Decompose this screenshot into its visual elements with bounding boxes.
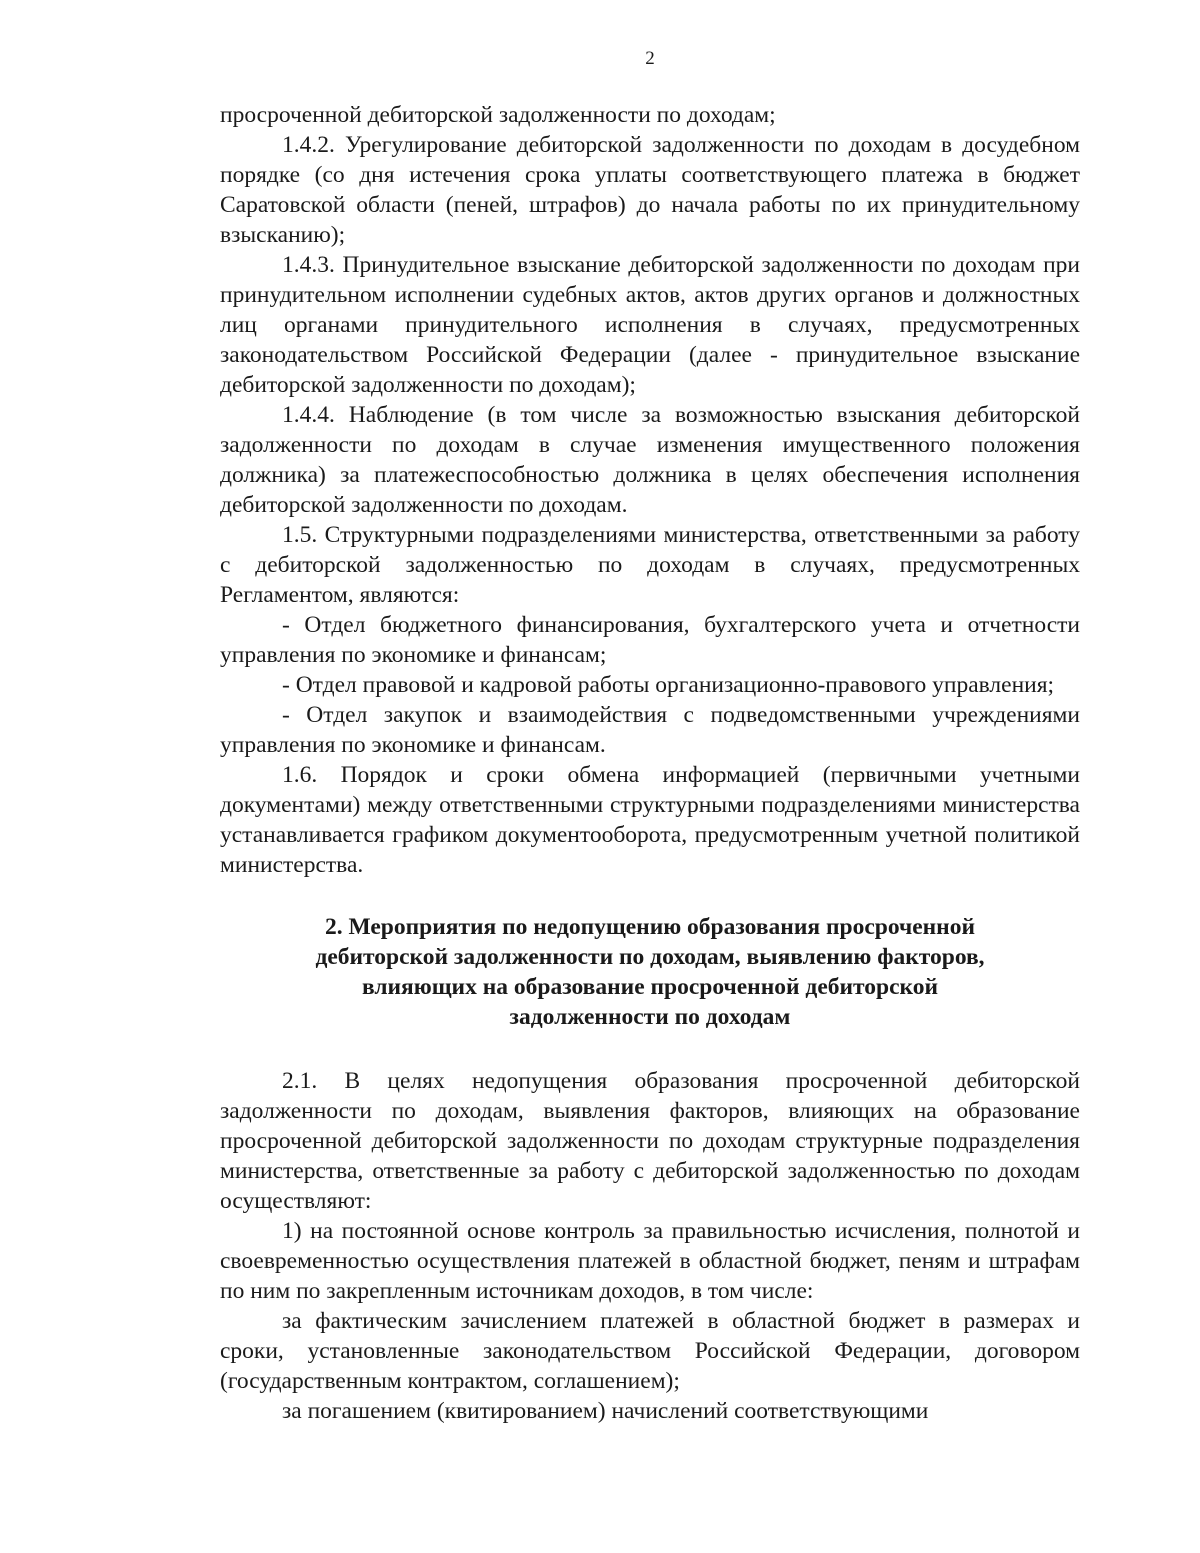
section-heading-line: дебиторской задолженности по доходам, выявлению факторов, (315, 944, 985, 970)
paragraph-item-1: 1) на постоянной основе контроль за правильностью исчисления, полнотой и своевременностью осуществления платежей в областной бюджет, пеням и штрафам по ним по закрепленным источникам доходов, в том числе: (220, 1218, 1080, 1304)
section-heading (220, 912, 1080, 1032)
list-item-department: - Отдел правовой и кадровой работы организационно-правового управления; (282, 672, 1055, 698)
section-heading-line: 2. Мероприятия по недопущению образования просроченной (324, 914, 976, 940)
document-body (220, 100, 1080, 1426)
paragraph-1-6: 1.6. Порядок и сроки обмена информацией (первичными учетными документами) между ответственными структурными подразделениями министерства устанавливается графиком документооборота, предусмотренным учетной политикой министерства. (220, 762, 1080, 878)
paragraph-1-4-4: 1.4.4. Наблюдение (в том числе за возможностью взыскания дебиторской задолженности по доходам в случае изменения имущественного положения должника) за платежеспособностью должника в целях обеспечения исполнения дебиторской задолженности по доходам. (220, 402, 1080, 518)
paragraph: за погашением (квитированием) начислений соответствующими (282, 1398, 929, 1424)
list-item-department: - Отдел бюджетного финансирования, бухгалтерского учета и отчетности управления по экономике и финансам; (220, 612, 1080, 668)
section-heading-line: влияющих на образование просроченной дебиторской (361, 974, 939, 1000)
page-number: 2 (645, 48, 655, 69)
list-item-department: - Отдел закупок и взаимодействия с подведомственными учреждениями управления по экономике и финансам. (220, 702, 1080, 758)
section-heading-line: задолженности по доходам (509, 1004, 791, 1030)
paragraph-2-1: 2.1. В целях недопущения образования просроченной дебиторской задолженности по доходам, выявления факторов, влияющих на образование просроченной дебиторской задолженности по доходам структурные подразделения министерства, ответственные за работу с дебиторской задолженностью по доходам осуществляют: (220, 1068, 1080, 1214)
paragraph-1-4-2: 1.4.2. Урегулирование дебиторской задолженности по доходам в досудебном порядке (со дня истечения срока уплаты соответствующего платежа в бюджет Саратовской области (пеней, штрафов) до начала работы по их принудительному взысканию); (220, 132, 1080, 248)
paragraph-1-4-3: 1.4.3. Принудительное взыскание дебиторской задолженности по доходам при принудительном исполнении судебных актов, актов других органов и должностных лиц органами принудительного исполнения в случаях, предусмотренных законодательством Российской Федерации (далее - принудительное взыскание дебиторской задолженности по доходам); (220, 252, 1080, 398)
paragraph-1-5: 1.5. Структурными подразделениями министерства, ответственными за работу с дебиторской задолженностью по доходам в случаях, предусмотренных Регламентом, являются: (220, 522, 1080, 608)
paragraph: за фактическим зачислением платежей в областной бюджет в размерах и сроки, установленные законодательством Российской Федерации, договором (государственным контрактом, соглашением); (220, 1308, 1080, 1394)
paragraph: просроченной дебиторской задолженности по доходам; (220, 102, 776, 128)
